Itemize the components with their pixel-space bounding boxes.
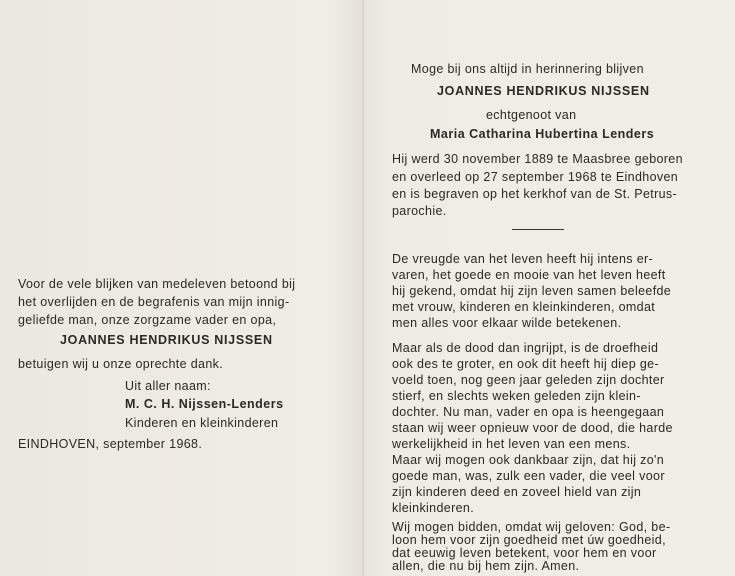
- intro-line: Voor de vele blijken van medeleven betoond bij: [18, 277, 296, 291]
- para2-line: staan wij weer opnieuw voor de dood, die harde: [392, 421, 673, 435]
- para2-line: Maar als de dood dan ingrijpt, is de droefheid: [392, 341, 659, 355]
- heading: Moge bij ons altijd in herinnering blijven: [411, 62, 644, 76]
- para1-line: hij gekend, omdat hij zijn leven samen beleefde: [392, 284, 672, 298]
- para2-line: dochter. Nu man, vader en opa is heengegaan: [392, 405, 665, 419]
- para2-line: werkelijkheid in het leven van een mens.: [392, 437, 631, 451]
- para1-line: met vrouw, kinderen en kleinkinderen, omdat: [392, 300, 656, 314]
- bio-line: Hij werd 30 november 1889 te Maasbree geboren: [392, 152, 683, 166]
- para1-line: varen, het goede en mooie van het leven heeft: [392, 268, 666, 282]
- spouse-name: Maria Catharina Hubertina Lenders: [430, 127, 655, 141]
- para1-line: De vreugde van het leven heeft hij intens er-: [392, 252, 654, 266]
- para1-line: men alles voor elkaar wilde betekenen.: [392, 316, 622, 330]
- deceased-name: JOANNES HENDRIKUS NIJSSEN: [60, 333, 273, 347]
- para2-line: voeld toen, nog geen jaar geleden zijn dochter: [392, 373, 665, 387]
- sign-intro: Uit aller naam:: [125, 379, 211, 393]
- para4-line: dat eeuwig leven betekent, voor hem en voor: [392, 546, 657, 560]
- para2-line: ook des te groter, en ook dit heeft hij diep ge-: [392, 357, 659, 371]
- para2-line: stierf, en slechts weken geleden zijn klein-: [392, 389, 641, 403]
- signer-name: M. C. H. Nijssen-Lenders: [125, 397, 284, 411]
- card-fold: [362, 0, 364, 576]
- para4-line: Wij mogen bidden, omdat wij geloven: God, be-: [392, 520, 671, 534]
- para3-line: kleinkinderen.: [392, 501, 475, 515]
- bio-line: parochie.: [392, 204, 447, 218]
- family-line: Kinderen en kleinkinderen: [125, 416, 279, 430]
- spouse-label: echtgenoot van: [486, 108, 577, 122]
- divider-rule: [512, 229, 564, 230]
- deceased-name: JOANNES HENDRIKUS NIJSSEN: [437, 84, 650, 98]
- intro-line: het overlijden en de begrafenis van mijn innig-: [18, 295, 290, 309]
- para3-line: Maar wij mogen ook dankbaar zijn, dat hij zo'n: [392, 453, 665, 467]
- bio-line: en overleed op 27 september 1968 te Eindhoven: [392, 170, 679, 184]
- para3-line: zijn kinderen deed en zoveel hield van zijn: [392, 485, 642, 499]
- thanks-text: betuigen wij u onze oprechte dank.: [18, 357, 224, 371]
- bio-line: en is begraven op het kerkhof van de St. Petrus-: [392, 187, 678, 201]
- place-date: EINDHOVEN, september 1968.: [18, 437, 203, 451]
- para3-line: goede man, was, zulk een vader, die veel voor: [392, 469, 665, 483]
- intro-line: geliefde man, onze zorgzame vader en opa,: [18, 313, 277, 327]
- para4-line: allen, die nu bij hem zijn. Amen.: [392, 559, 580, 573]
- para4-line: loon hem voor zijn goedheid met úw goedheid,: [392, 533, 666, 547]
